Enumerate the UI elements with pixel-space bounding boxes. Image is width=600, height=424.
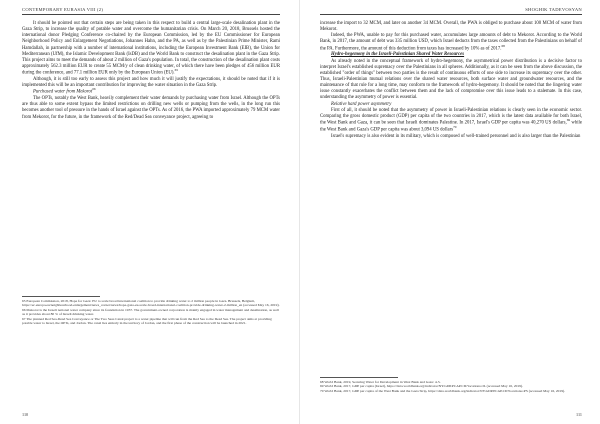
body-text — [22, 21, 280, 121]
paragraph: As already noted in the conceptual framework of hydro-hegemony, the asymmetrical power distribution is a decisive factor to interpret Israel's established supremacy over the Palestinians in all spheres. Additionally, as it can be seen from the above discussion, the established "order of things" between two parties is the result of continuous efforts of one side to increase its supremacy over the other. Thus, Israeli-Palestinian mutual relations over the shared water resources, both surface water and groundwater resources, and the maintenance of that rule for a long time, may conform to the framework of hydro-hegemony. It should be noted that the lingering water issue constantly exacerbates the conflict between them and the lack of compromise over this issue leads to a stalemate. In this case, understanding the asymmetry of power is essential. — [320, 58, 582, 101]
running-header: CONTEMPORARY EURASIA VIII (2) — [22, 7, 104, 12]
footnote-rule — [320, 377, 398, 378]
footnote-ref[interactable]: 70 — [453, 124, 457, 129]
paragraph: Indeed, the PWA, unable to pay for this purchased water, accumulates large amounts of debt to Mekorot. According to the World Bank, in 2017, the amount of debt was 335 million USD, which Israel deducts from the taxes collected from the Palestinians on behalf of the PA. Furthermore, the amount of this deduction from taxes has increased by 10% as of 2017.68 — [320, 33, 582, 52]
footnote: 68 World Bank, 2019, Securing Water for Development in West Bank and Gaza: 4-5. — [320, 380, 441, 384]
header-rule — [320, 14, 582, 15]
footnote: 69 World Bank, 2017, GDP per capita (Israel), https://data.worldbank.org/indicator/NY.GDP.PCAP.CD?locations=IL (accessed May 16, 2019). — [320, 384, 523, 389]
footnote-ref[interactable]: 66 — [92, 87, 96, 92]
footnote: 66 Mekorot is the Israeli national water company since its foundation in 1937. The government-owned corporation is mainly engaged in water management and desalination, as well as it provides about 80 % of Israeli drinking water. — [22, 307, 279, 317]
page-number: 111 — [576, 412, 582, 417]
paragraph: increase the import to 32 MCM, and later on another 34 MCM. Overall, the PWA is obliged to purchase about 100 MCM of water from Mekorot. — [320, 21, 582, 33]
subheading: Relative hard power asymmetry — [331, 101, 392, 107]
footnotes — [320, 380, 582, 393]
paragraph: The OPTs, notably the West Bank, heavily complement their water demands by purchasing water from Israel. Although the OPTs are thus able to some extent bypass the limited restrictions on drilling new wells or pumping from the wells, in the long run this becomes another tool of pressure in the hands of Israel against the OPTs. As of 2016, the PWA imported approximately 79 MCM water from Mekorot, for the future, in the framework of the Red/Dead Sea conveyance project, agreeing to — [22, 96, 280, 120]
right-page — [300, 0, 600, 424]
footnotes — [22, 299, 280, 325]
footnote-ref[interactable]: 69 — [566, 118, 571, 123]
paragraph: Israel's supremacy is also evident in its military, which is composed of well-trained personnel and is also larger than the Palestinian — [331, 133, 581, 139]
footnote-ref[interactable]: 65 — [174, 68, 179, 73]
footnote-rule — [22, 296, 100, 297]
section-heading: Hydro-hegemony in the Israeli-Palestinian Shared Water Resources — [331, 52, 465, 58]
page-number: 110 — [22, 412, 29, 417]
paragraph: Although, it is still too early to assess this project and how much it will justify the expectations, it should be noted that if it is implemented this will be an important contribution for improving the water situation in the Gaza Strip. — [22, 76, 280, 89]
footnote: 65 European Commission, 2018, Hope for Gaza: EU to scale broad international coalition to provide drinking water to 2 million people in Gaza. Brussels, Belgium, https://ec.europa.eu/neighbourhood-enlargement/news_corner/news/hope-gaza-eu-scale-broad-international-coalition-provide-drinking-water-2-million_en (accessed May 16, 2019). — [22, 299, 280, 308]
footnote: 70 World Bank, 2017, GDP per capita of the West Bank and the Gaza Strip, https://data.worldbank.org/indicator/NY.GDP.PCAP.CD?locations=PS (accessed May 16, 2019). — [320, 388, 566, 393]
body-text — [320, 21, 582, 140]
paragraph: It should be pointed out that certain steps are being taken in this respect to build a central large-scale desalination plant in the Gaza Strip, to increase the quality of potable water and overcome the humanitarian crisis. On March 20, 2018, Brussels hosted the international donor Pledging Conference co-chaired by the European Commission, led by the EU Commissioner for European Neighborhood Policy and Enlargement Negotiations, Johannes Hahn, and the PA, as well as by the Palestinian Prime Minister, Rami Hamdallah, in partnership with a number of international institutions, including the European Investment Bank (EIB), the Union for Mediterranean (UfM), the Islamic Development Bank (IsDB) and the World Bank to construct the desalination plant in the Gaza Strip. This project aims to meet the demands of about 2 million of Gaza's population. In total, the construction of the desalination plant costs approximately 562.3 million EUR to create 55 MCM/y of clean drinking water, of which there have been pledges of 456 million EUR during the conference, and 77.1 million EUR only by the European Union (EU).$^{65}$ — [22, 21, 280, 76]
footnote-ref[interactable]: 68 — [501, 43, 505, 48]
running-header: SHOGHIK TADEVOSYAN — [525, 7, 582, 12]
subheading: Purchased water from Mekorot$^{66}$ — [33, 87, 96, 95]
footnote: 67 The planned Red Sea-Dead Sea Conveyance or The Two Seas Canal project is a water pipeline that will run from the Red Sea to the Dead Sea. The project aims at providing potable water to Israel, the OPTs, and Jordan. The canal lies entirely in the territory of Jordan, and the first phase of the construction will be launched in 2021. — [22, 316, 272, 325]
header-rule — [22, 14, 280, 15]
paragraph: First of all, it should be noted that the asymmetry of power in Israeli-Palestinian relations is clearly seen in the economic sector. Comparing the gross domestic product (GDP) per capita of the two countries in 2017, which is the latest data available for both Israel, the West Bank and Gaza, it can be seen that Israeli dominates Palestine. In 2017, Israel's GDP per capita was 40,270 US dollars,$^{69}$ while the West Bank and Gaza's GDP per capita was about 3,094 US dollars$^{70}$ — [320, 107, 582, 133]
